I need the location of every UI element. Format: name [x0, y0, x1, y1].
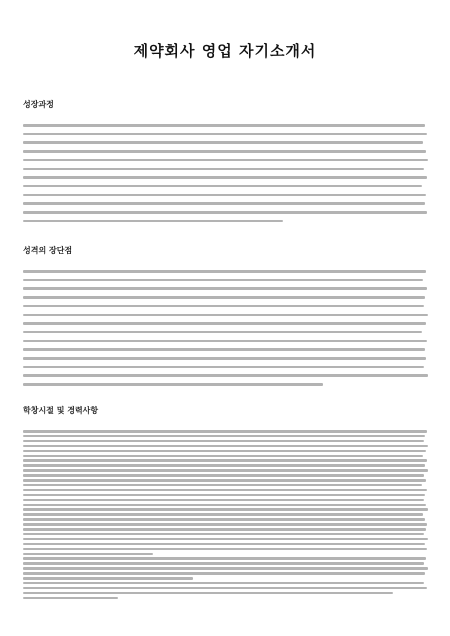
- text-line: [23, 533, 424, 536]
- text-line: [23, 597, 118, 600]
- section-heading-school: 학창시절 및 경력사항: [23, 406, 99, 415]
- text-line: [23, 348, 425, 351]
- text-line: [23, 513, 423, 516]
- text-line: [23, 469, 428, 472]
- text-line: [23, 314, 428, 317]
- text-line: [23, 168, 424, 171]
- text-line: [23, 582, 424, 585]
- text-line: [23, 553, 153, 556]
- text-line: [23, 357, 426, 360]
- text-line: [23, 518, 425, 521]
- text-line: [23, 383, 323, 386]
- text-line: [23, 562, 424, 565]
- text-line: [23, 270, 426, 273]
- text-line: [23, 464, 425, 467]
- text-line: [23, 592, 393, 595]
- text-line: [23, 489, 427, 492]
- text-line: [23, 287, 427, 290]
- text-line: [23, 538, 428, 541]
- text-line: [23, 159, 428, 162]
- text-line: [23, 435, 425, 438]
- text-line: [23, 504, 426, 507]
- text-line: [23, 455, 423, 458]
- section-heading-strengths: 성격의 장단점: [23, 246, 73, 255]
- text-line: [23, 445, 428, 448]
- text-line: [23, 340, 427, 343]
- document-title: 제약회사 영업 자기소개서: [133, 42, 317, 60]
- text-line: [23, 220, 283, 223]
- text-line: [23, 305, 424, 308]
- text-line: [23, 494, 425, 497]
- text-line: [23, 322, 426, 325]
- text-line: [23, 548, 427, 551]
- text-line: [23, 194, 426, 197]
- text-line: [23, 499, 424, 502]
- text-line: [23, 543, 425, 546]
- text-line: [23, 150, 426, 153]
- text-line: [23, 557, 426, 560]
- text-line: [23, 479, 426, 482]
- text-line: [23, 296, 425, 299]
- text-line: [23, 211, 427, 214]
- text-line: [23, 567, 428, 570]
- text-line: [23, 366, 424, 369]
- text-line: [23, 279, 423, 282]
- text-line: [23, 430, 427, 433]
- text-line: [23, 185, 422, 188]
- text-line: [23, 577, 193, 580]
- text-line: [23, 202, 425, 205]
- text-line: [23, 528, 426, 531]
- text-line: [23, 141, 423, 144]
- text-line: [23, 587, 427, 590]
- text-line: [23, 459, 427, 462]
- text-line: [23, 124, 425, 127]
- section-heading-growth: 성장과정: [23, 100, 54, 109]
- text-line: [23, 440, 424, 443]
- text-line: [23, 523, 427, 526]
- text-line: [23, 572, 425, 575]
- text-line: [23, 176, 427, 179]
- text-line: [23, 374, 428, 377]
- text-line: [23, 450, 426, 453]
- text-line: [23, 508, 428, 511]
- text-line: [23, 484, 422, 487]
- text-line: [23, 331, 422, 334]
- text-line: [23, 474, 424, 477]
- text-line: [23, 133, 427, 136]
